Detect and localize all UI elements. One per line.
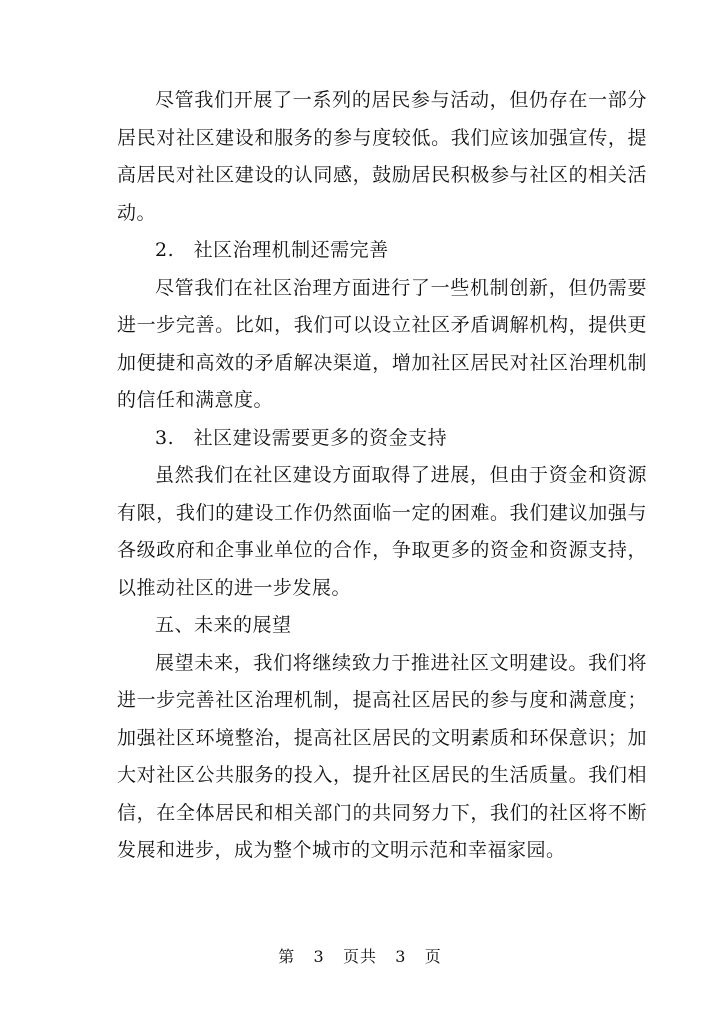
section-heading-funding: 3. 社区建设需要更多的资金支持 [155,426,448,449]
paragraph-participation: 尽管我们开展了一系列的居民参与活动，但仍存在一部分居民对社区建设和服务的参与度较低。我们应该加强宣传，提高居民对社区建设的认同感，鼓励居民积极参与社区的相关活动。 [117,89,647,224]
page-footer [0,944,720,967]
paragraph-governance: 尽管我们在社区治理方面进行了一些机制创新，但仍需要进一步完善。比如，我们可以设立社区矛盾调解机构，提供更加便捷和高效的矛盾解决渠道，增加社区居民对社区治理机制的信任和满意度。 [117,276,647,411]
footer-prefix: 第 [278,947,296,966]
footer-suffix: 页 [424,947,442,966]
section-heading-governance: 2. 社区治理机制还需完善 [155,239,389,261]
footer-page-number: 3 [313,947,325,966]
footer-total-pages: 3 [395,947,407,966]
paragraph-funding: 虽然我们在社区建设方面取得了进展，但由于资金和资源有限，我们的建设工作仍然面临一定的困难。我们建议加强与各级政府和企事业单位的合作，争取更多的资金和资源支持，以推动社区的进一步发展。 [117,464,647,599]
document-body [117,82,647,870]
footer-middle: 页共 [342,947,377,966]
section-heading-outlook: 五、未来的展望 [155,614,292,636]
paragraph-outlook: 展望未来，我们将继续致力于推进社区文明建设。我们将进一步完善社区治理机制，提高社区居民的参与度和满意度；加强社区环境整治，提高社区居民的文明素质和环保意识；加大对社区公共服务的投入，提升社区居民的生活质量。我们相信，在全体居民和相关部门的共同努力下，我们的社区将不断发展和进步，成为整个城市的文明示范和幸福家园。 [117,651,647,861]
